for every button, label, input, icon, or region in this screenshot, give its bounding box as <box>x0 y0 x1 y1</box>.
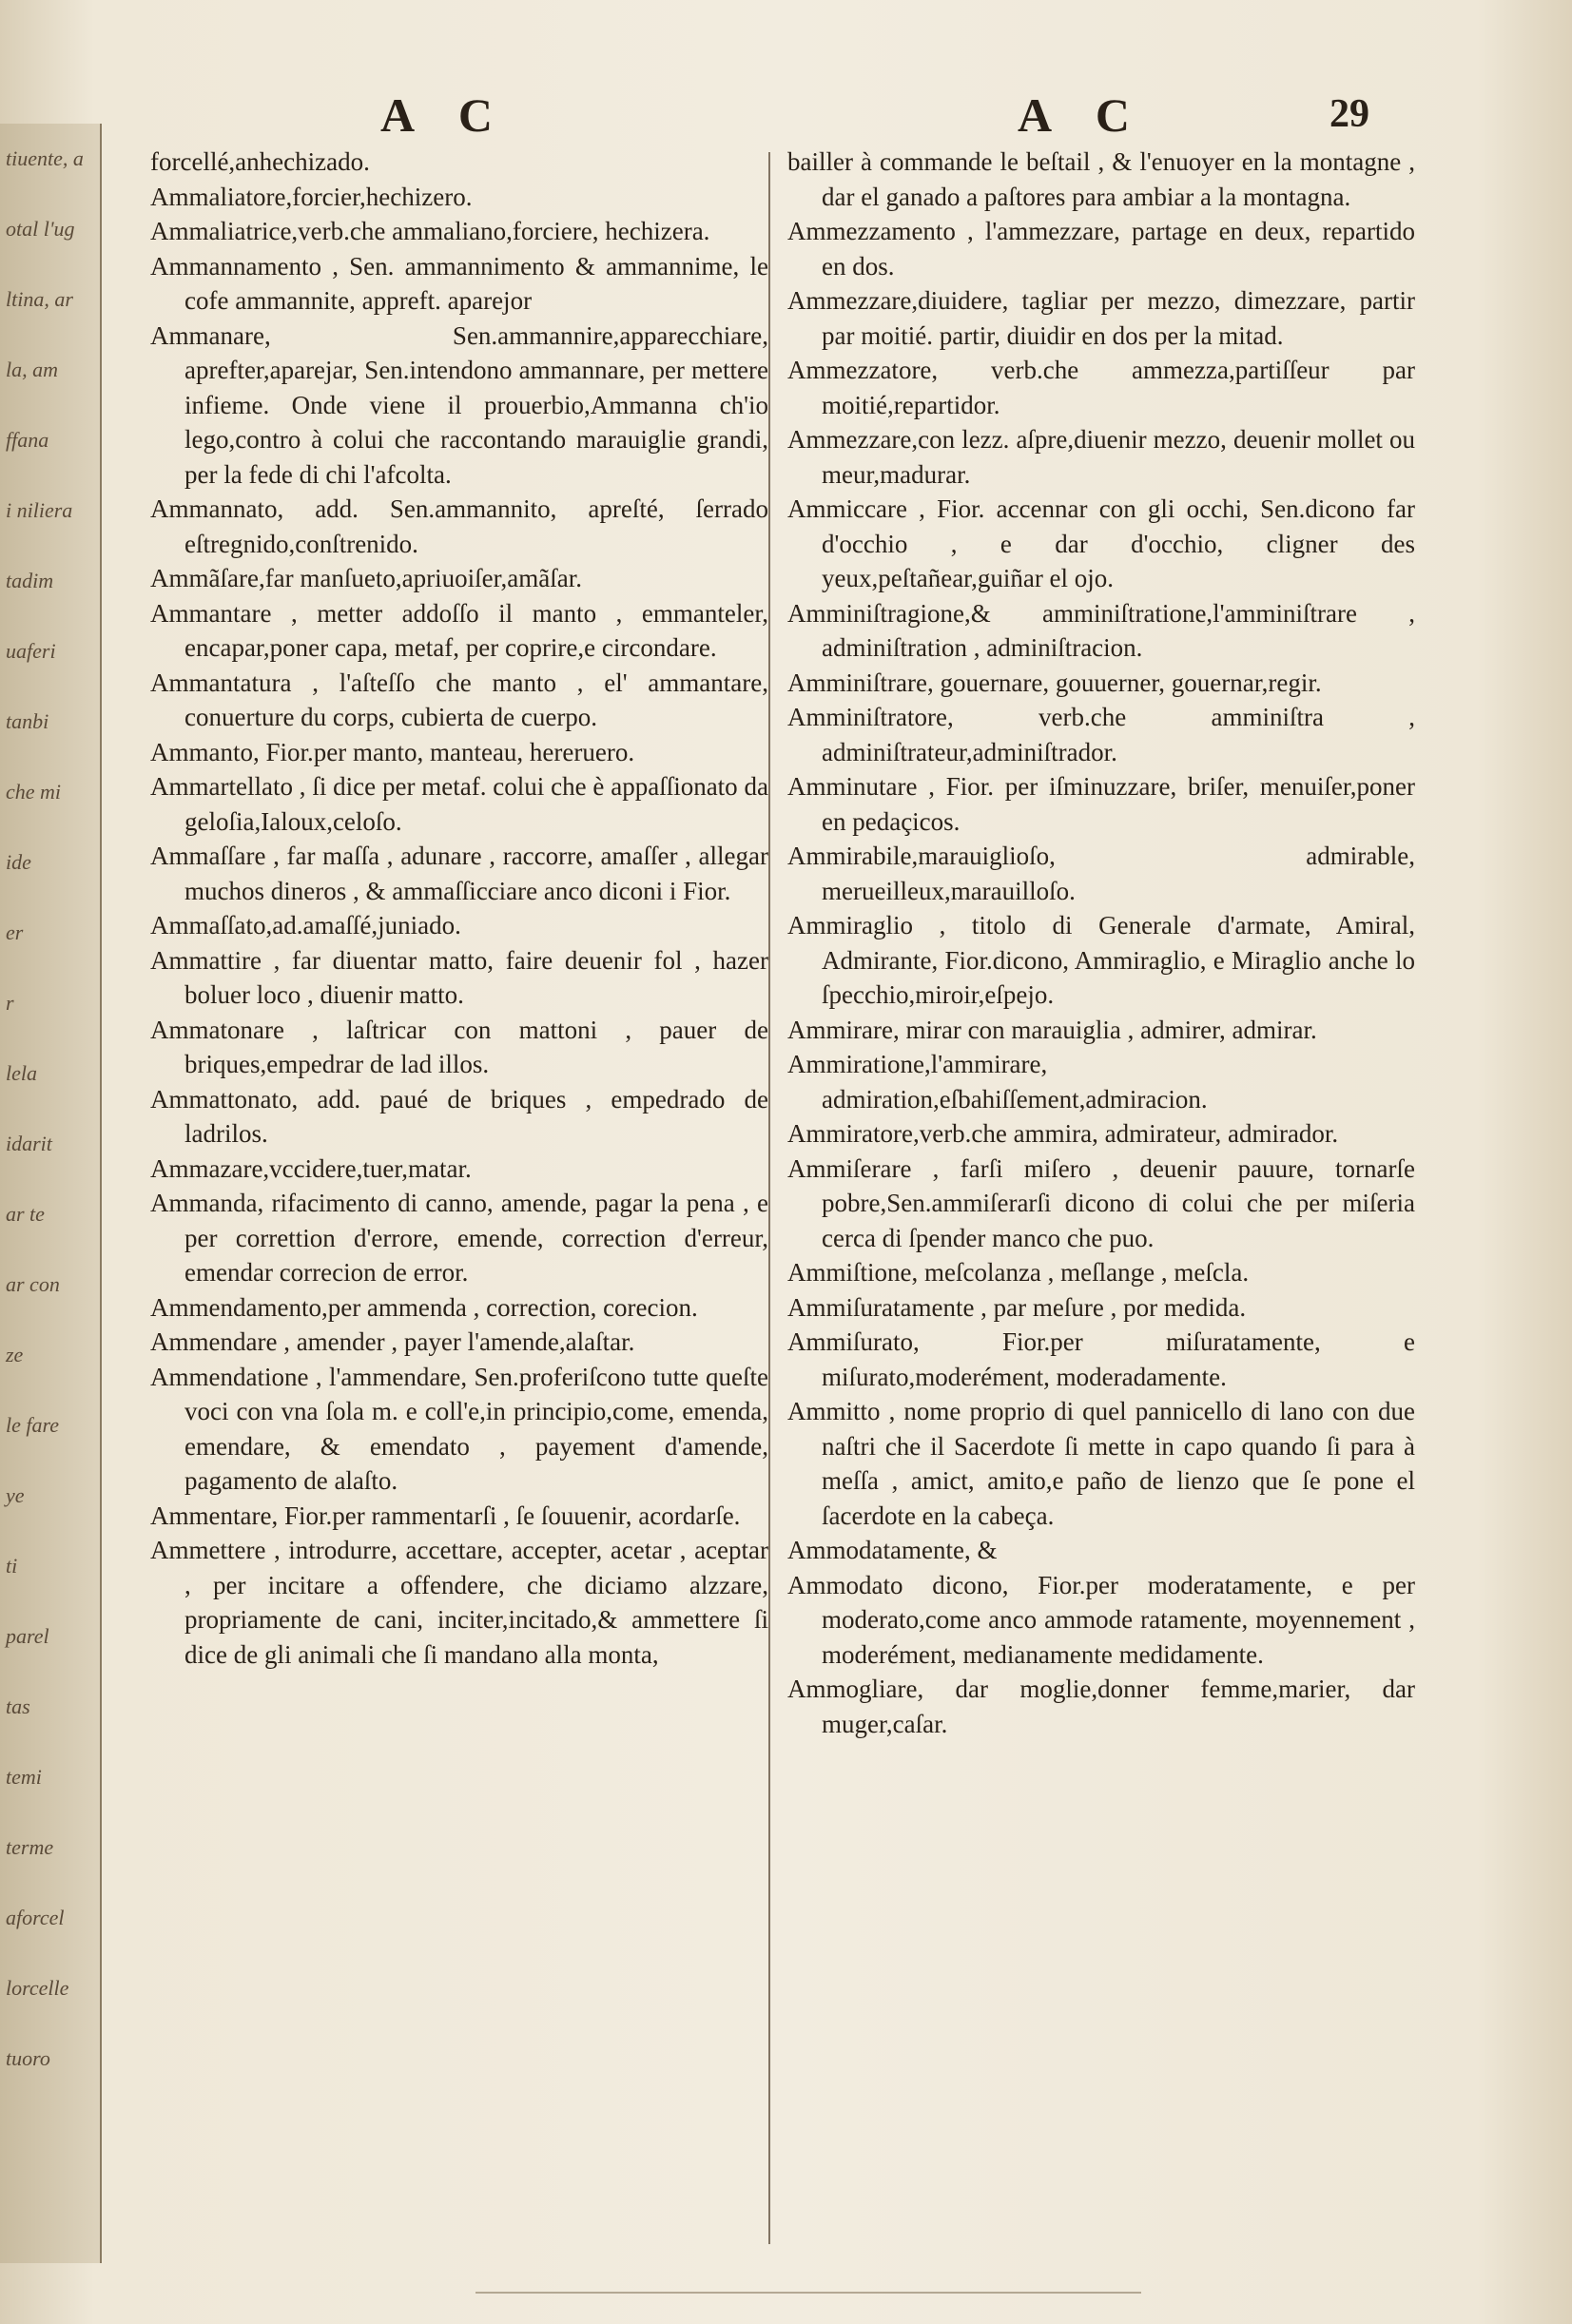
margin-fragment: idarit <box>6 1132 52 1155</box>
dictionary-entry: Ammodato dicono, Fior.per moderatamente, e per moderato,come anco ammode ratamente, moyennement , moderément, medianamente medidamente. <box>787 1570 1415 1669</box>
margin-fragment: er <box>6 920 24 944</box>
dictionary-entry: Ammendare , amender , payer l'amende,alaſtar. <box>150 1327 635 1356</box>
dictionary-entry: Ammaſſare , far maſſa , adunare , raccorre, amaſſer , allegar muchos dineros , & ammaſſicciare anco diconi i Fior. <box>150 842 768 905</box>
margin-fragment: lela <box>6 1061 37 1085</box>
dictionary-entry: Ammiſurato, Fior.per miſuratamente, e miſurato,moderément, moderadamente. <box>787 1327 1415 1391</box>
dictionary-entry: Ammaliatore,forcier,hechizero. <box>150 182 473 211</box>
dictionary-entry: Amminiſtragione,& amminiſtratione,l'amminiſtrare , adminiſtration , adminiſtracion. <box>787 598 1415 662</box>
previous-page-margin <box>0 124 102 2263</box>
dictionary-entry: Amminiſtratore, verb.che amminiſtra , adminiſtrateur,adminiſtrador. <box>787 703 1415 766</box>
margin-fragment: terme <box>6 1835 54 1859</box>
dictionary-entry: Ammattire , far diuentar matto, faire deuenir fol , hazer boluer loco , diuenir matto. <box>150 945 768 1009</box>
dictionary-entry: Ammartellato , ſi dice per metaf. colui che è appaſſionato da geloſia,Ialoux,celoſo. <box>150 772 768 836</box>
dictionary-entry: Ammazare,vccidere,tuer,matar. <box>150 1153 472 1183</box>
dictionary-entry: Ammirare, mirar con marauiglia , admirer, admirar. <box>787 1015 1317 1044</box>
margin-fragment: tadim <box>6 569 54 592</box>
margin-fragment: tuoro <box>6 2046 50 2070</box>
margin-fragment: ffana <box>6 428 49 452</box>
margin-fragment: temi <box>6 1765 42 1789</box>
margin-fragment: otal l'ug <box>6 217 75 241</box>
margin-fragment: ti <box>6 1554 18 1578</box>
dictionary-entry: Amminiſtrare, gouernare, gouuerner, gouernar,regir. <box>787 668 1322 697</box>
footer-rule <box>475 2292 1141 2294</box>
margin-fragment: tas <box>6 1695 30 1718</box>
margin-fragment: uaferi <box>6 639 56 663</box>
dictionary-entry: Ammiſuratamente , par meſure , por medida. <box>787 1292 1247 1322</box>
dictionary-entry: Ammitto , nome proprio di quel pannicello di lano con due naſtri che il Sacerdote ſi mette in capo quando ſi para à meſſa , amict, amito,e paño de lienzo que ſe pone el ſacerdote en la cabeça. <box>787 1397 1415 1530</box>
dictionary-entry: Ammiratore,verb.che ammira, admirateur, admirador. <box>787 1119 1339 1148</box>
dictionary-entry: Amminutare , Fior. per iſminuzzare, briſer, menuiſer,poner en pedaçicos. <box>787 772 1415 836</box>
margin-fragment: r <box>6 991 14 1015</box>
dictionary-entry: Ammantatura , l'aſteſſo che manto , el' ammantare, conuerture du corps, cubierta de cuerpo. <box>150 668 768 731</box>
dictionary-entry: Ammatonare , laſtricar con mattoni , pauer de briques,empedrar de lad illos. <box>150 1015 768 1078</box>
margin-fragment: le fare <box>6 1413 59 1437</box>
left-column <box>150 145 768 2284</box>
dictionary-entry: Ammiſerare , farſi miſero , deuenir pauure, tornarſe pobre,Sen.ammiſerarſi dicono di colui che per miſeria cerca di ſpender manco che puo. <box>787 1153 1415 1252</box>
dictionary-entry: Ammentare, Fior.per rammentarſi , ſe ſouuenir, acordarſe. <box>150 1501 741 1530</box>
dictionary-entry: bailler à commande le beſtail , & l'enuoyer en la montagne , dar el ganado a paſtores para ambiar a la montagna. <box>787 147 1415 211</box>
dictionary-entry: Ammattonato, add. paué de briques , empedrado de ladrilos. <box>150 1084 768 1148</box>
margin-fragment: ide <box>6 850 31 874</box>
left-column-header: A C <box>380 88 510 142</box>
dictionary-entry: Ammezzamento , l'ammezzare, partage en deux, repartido en dos. <box>787 217 1415 281</box>
margin-fragment: tanbi <box>6 709 49 733</box>
right-column <box>787 145 1415 2284</box>
dictionary-entry: Ammannamento , Sen. ammannimento & ammannime, le cofe ammannite, appreft. aparejor <box>150 251 768 315</box>
margin-fragment: che mi <box>6 780 62 804</box>
dictionary-entry: Ammodatamente, & <box>787 1536 998 1564</box>
margin-fragment: ze <box>6 1343 24 1366</box>
dictionary-entry: Ammendatione , l'ammendare, Sen.proferiſcono tutte queſte voci con vna ſola m. e coll'e,in principio,come, emenda, emendare, & emendato , payement d'amende, pagamento de alaſto. <box>150 1362 768 1495</box>
dictionary-entry: Ammiſtione, meſcolanza , meſlange , meſcla. <box>787 1258 1250 1287</box>
page-number: 29 <box>1329 92 1369 136</box>
margin-fragment: i niliera <box>6 498 73 522</box>
right-column-header: A C <box>1018 88 1147 142</box>
margin-fragment: lorcelle <box>6 1976 69 2000</box>
margin-fragment: parel <box>6 1624 49 1648</box>
column-divider <box>768 152 770 2244</box>
dictionary-entry: Ammaliatrice,verb.che ammaliano,forciere, hechizera. <box>150 217 710 245</box>
dictionary-entry: Ammãſare,far manſueto,apriuoiſer,amãſar. <box>150 564 582 592</box>
dictionary-entry: forcellé,anhechizado. <box>150 147 370 176</box>
dictionary-entry: Ammezzare,con lezz. aſpre,diuenir mezzo, deuenir mollet ou meur,madurar. <box>787 425 1415 489</box>
margin-fragment: ye <box>6 1483 25 1507</box>
dictionary-entry: Ammaſſato,ad.amaſſé,juniado. <box>150 911 461 939</box>
dictionary-entry: Ammezzatore, verb.che ammezza,partiſſeur par moitié,repartidor. <box>787 356 1415 419</box>
dictionary-entry: Ammanare, Sen.ammannire,apparecchiare, aprefter,aparejar, Sen.intendono ammannare, per mettere infieme. Onde viene il prouerbio,Ammanna ch'io lego,contro à colui che raccontando marauiglie grandi, per la fede di chi l'afcolta. <box>150 320 768 489</box>
dictionary-entry: Ammogliare, dar moglie,donner femme,marier, dar muger,caſar. <box>787 1675 1415 1738</box>
margin-fragment: la, am <box>6 358 58 381</box>
dictionary-entry: Ammantare , metter addoſſo il manto , emmanteler, encapar,poner capa, metaf, per coprire,e circondare. <box>150 598 768 662</box>
margin-fragment: ltina, ar <box>6 287 73 311</box>
dictionary-entry: Ammiratione,l'ammirare, admiration,eſbahiſſement,admiracion. <box>787 1050 1208 1114</box>
margin-fragment: aforcel <box>6 1906 65 1929</box>
margin-fragment: tiuente, a <box>6 146 84 170</box>
margin-fragment: ar con <box>6 1272 60 1296</box>
dictionary-entry: Ammirabile,marauiglioſo, admirable, merueilleux,marauilloſo. <box>787 842 1415 905</box>
dictionary-entry: Ammannato, add. Sen.ammannito, apreſté, ſerrado eſtregnido,conſtrenido. <box>150 494 768 558</box>
dictionary-entry: Ammanda, rifacimento di canno, amende, pagar la pena , e per correttion d'errore, emende, correction d'erreur, emendar correcion de error. <box>150 1189 768 1287</box>
dictionary-entry: Ammendamento,per ammenda , correction, corecion. <box>150 1292 698 1322</box>
dictionary-entry: Ammezzare,diuidere, tagliar per mezzo, dimezzare, partir par moitié. partir, diuidir en dos per la mitad. <box>787 286 1415 350</box>
dictionary-entry: Ammanto, Fior.per manto, manteau, hereruero. <box>150 737 635 766</box>
margin-fragment: ar te <box>6 1202 45 1226</box>
dictionary-entry: Ammiccare , Fior. accennar con gli occhi, Sen.dicono far d'occhio , e dar d'occhio, cligner des yeux,peſtañear,guiñar el ojo. <box>787 494 1415 592</box>
dictionary-entry: Ammettere , introdurre, accettare, accepter, acetar , aceptar , per incitare a offendere, che diciamo alzzare, propriamente de cani, inciter,incitado,& ammettere ſi dice de gli animali che ſi mandano alla monta, <box>150 1536 768 1669</box>
dictionary-entry: Ammiraglio , titolo di Generale d'armate, Amiral, Admirante, Fior.dicono, Ammiraglio, e Miraglio anche lo ſpecchio,miroir,eſpejo. <box>787 911 1415 1009</box>
